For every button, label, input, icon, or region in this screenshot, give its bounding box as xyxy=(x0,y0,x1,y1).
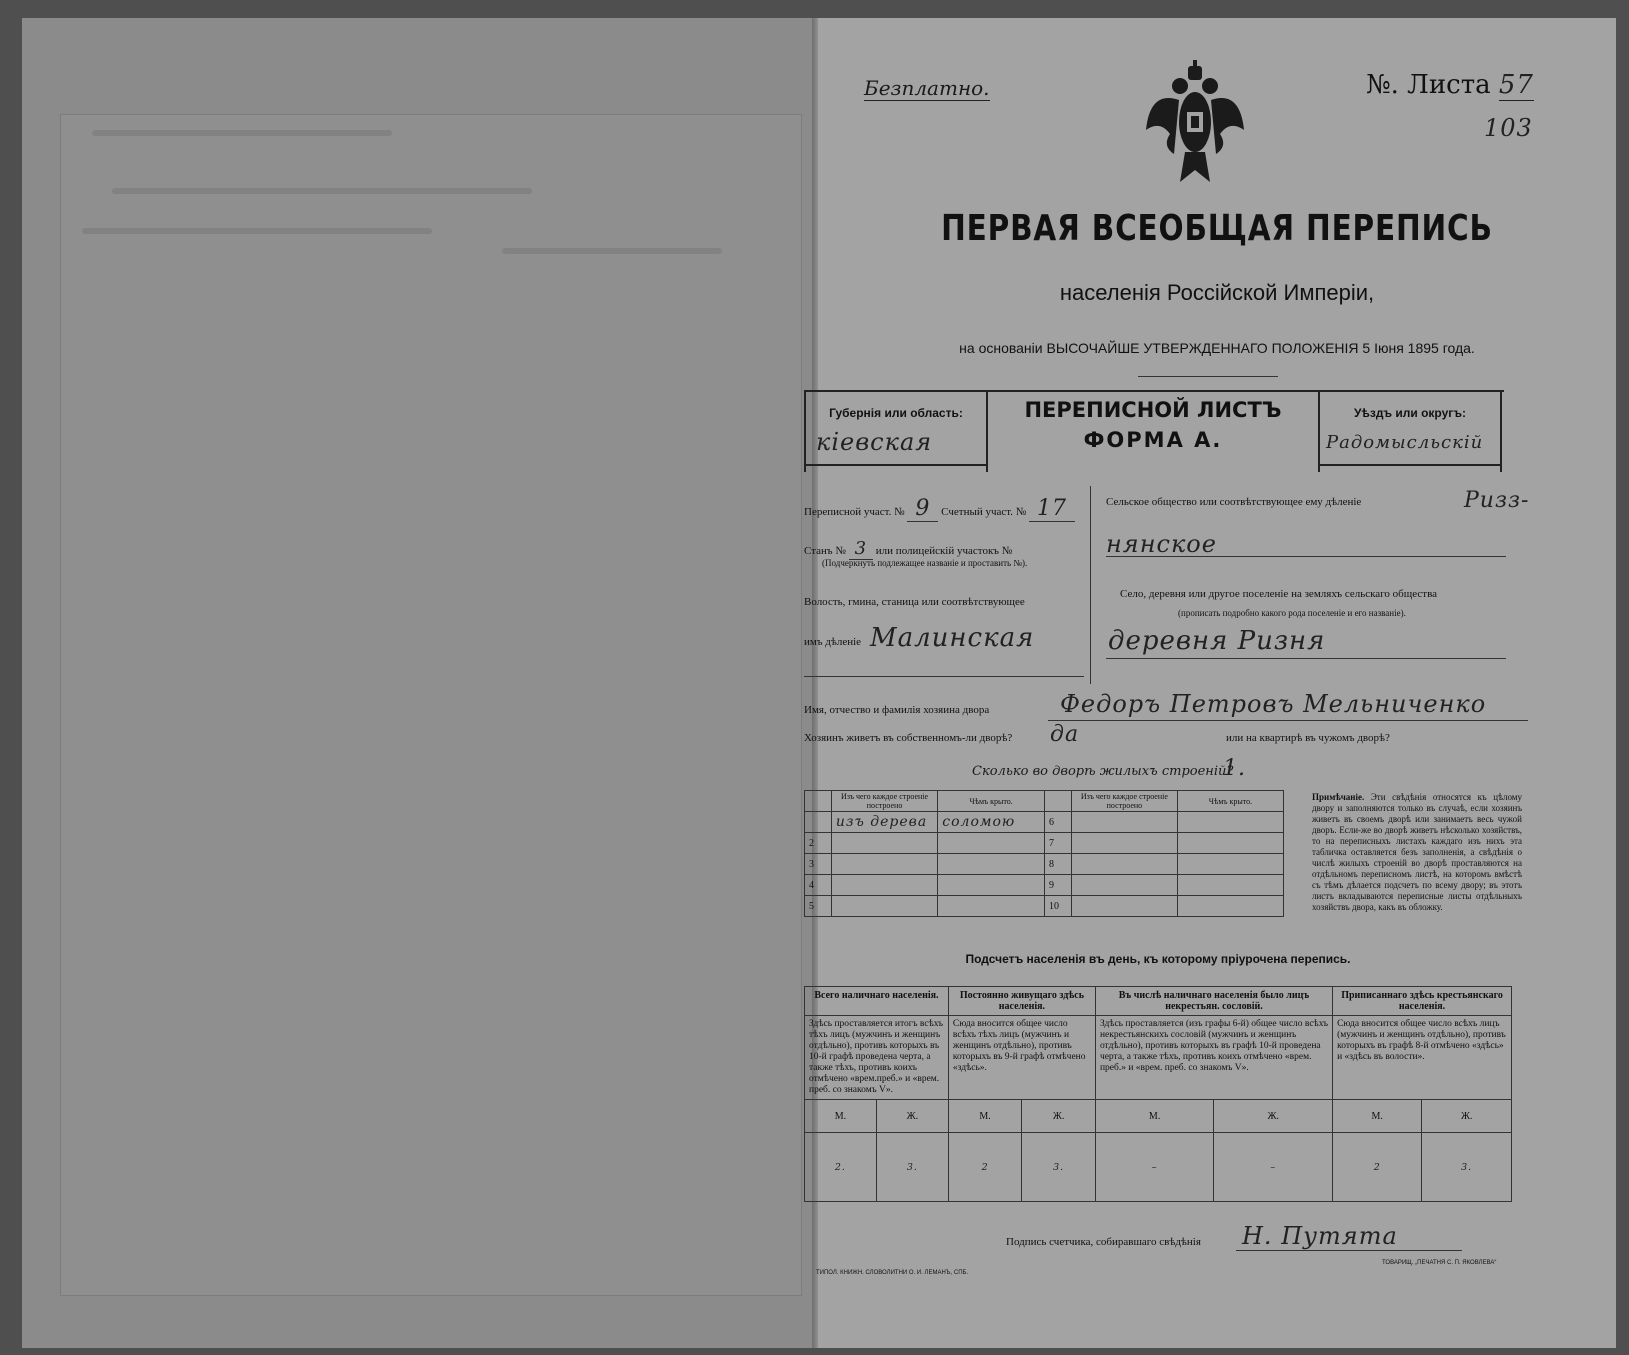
imprint-left: ТИПОЛ. КНИЖН. СЛОВОЛИТНИ О. И. ЛЕМАНЪ, СПБ. xyxy=(816,1270,969,1276)
selo-note: (прописать подробно какого рода поселеніе и его названіе). xyxy=(1178,608,1406,618)
uchast-value: 9 xyxy=(907,496,938,522)
rent-label: или на квартирѣ въ чужомъ дворѣ? xyxy=(1226,732,1390,744)
stan-row xyxy=(804,538,1012,559)
gubernia-label: Губернія или область: xyxy=(829,406,963,420)
gubernia-cell xyxy=(804,392,988,472)
selo-value: деревня Ризня xyxy=(1108,626,1326,656)
row-num: 7 xyxy=(1044,833,1071,854)
female-header: Ж. xyxy=(876,1100,948,1133)
row-num: 4 xyxy=(805,875,832,896)
table-row xyxy=(805,896,1284,917)
left-page xyxy=(22,18,817,1348)
buildings-value: 1. xyxy=(1223,756,1246,781)
imprint-right: ТОВАРИЩ. „ПЕЧАТНЯ С. П. ЯКОВЛЕВА“ xyxy=(1382,1260,1497,1266)
male-header: М. xyxy=(805,1100,877,1133)
buildings-note xyxy=(1312,792,1522,913)
row-num: 2 xyxy=(805,833,832,854)
count-col-title: Приписаннаго здѣсь крестьянскаго населенія. xyxy=(1333,987,1512,1016)
list-title: ПЕРЕПИСНОЙ ЛИСТЪ xyxy=(1024,398,1282,422)
free-label: Безплатно. xyxy=(864,76,990,100)
volost-label-2: имъ дѣленіе xyxy=(804,636,862,648)
note-text: Эти свѣдѣнія относятся къ цѣлому двору и заполняются только въ случаѣ, если хозяинъ живетъ въ своемъ дворѣ или занимаетъ весь чужой дворъ. Если-же во дворѣ живетъ нѣсколько хозяйствъ, то на переписныхъ листахъ каждаго изъ нихъ эта табличка оставляется безъ заполненія, а свѣдѣнія о числѣ жилыхъ строеній во дворѣ проставляются на отдѣльномъ переписномъ листѣ, на которомъ вмѣстѣ съ тѣмъ дѣлается подсчетъ по всему двору; въ этотъ листъ вкладываются переписные листы отдѣльныхъ хозяйствъ двора, какъ въ обложку. xyxy=(1312,792,1523,912)
own-yard-label: Хозяинъ живетъ въ собственномъ-ли дворѣ? xyxy=(804,732,1013,744)
sheet-label-text: №. Листа xyxy=(1366,70,1491,100)
obshchestvo-value-2: нянское xyxy=(1106,530,1217,558)
count-value: 3. xyxy=(1422,1133,1512,1202)
uezd-underline xyxy=(1320,464,1500,466)
female-header: Ж. xyxy=(1214,1100,1333,1133)
count-value: 2 xyxy=(948,1133,1021,1202)
form-title: ФОРМА А. xyxy=(1083,428,1223,452)
table-row xyxy=(805,833,1284,854)
uchast-row xyxy=(804,496,1075,521)
row-roof: соломою xyxy=(938,812,1045,833)
uezd-cell xyxy=(1318,392,1502,472)
owner-label: Имя, отчество и фамилія хозяина двора xyxy=(804,704,990,716)
count-col-desc: Сюда вносится общее число всѣхъ тѣхъ лицъ (мужчинъ и женщинъ отдѣльно), противъ которыхъ въ 9-й графѣ отмѣчено «здѣсь». xyxy=(948,1016,1095,1100)
male-header: М. xyxy=(1095,1100,1213,1133)
form-header-box xyxy=(804,390,1504,474)
count-col-title: Въ числѣ наличнаго населенія было лицъ некрестьян. сословій. xyxy=(1095,987,1332,1016)
legal-basis: на основаніи ВЫСОЧАЙШЕ УТВЕРЖДЕННАГО ПОЛОЖЕНІЯ 5 Іюня 1895 года. xyxy=(959,340,1475,356)
own-yard-value: да xyxy=(1050,722,1080,747)
buildings-table xyxy=(804,790,1284,917)
signature-underline xyxy=(1236,1250,1462,1251)
count-col-title: Всего наличнаго населенія. xyxy=(805,987,949,1016)
row-num: 9 xyxy=(1044,875,1071,896)
owner-value: Федоръ Петровъ Мельниченко xyxy=(1060,690,1487,718)
gubernia-value: кіевская xyxy=(816,428,933,456)
table-row xyxy=(805,854,1284,875)
female-header: Ж. xyxy=(1422,1100,1512,1133)
num-header xyxy=(805,791,832,812)
bleed-mark xyxy=(112,188,532,194)
row-num: 10 xyxy=(1044,896,1071,917)
imperial-eagle-icon xyxy=(1140,60,1250,190)
police-label: или полицейскій участокъ № xyxy=(875,545,1013,557)
bleed-mark xyxy=(92,130,392,136)
count-value: 3. xyxy=(1022,1133,1096,1202)
sheet-number-value: 57 xyxy=(1498,70,1534,100)
row-num: 3 xyxy=(805,854,832,875)
selo-underline xyxy=(1106,658,1506,659)
male-header: М. xyxy=(948,1100,1021,1133)
buildings-label: Сколько во дворѣ жилыхъ строеній? xyxy=(972,764,1234,779)
count-value: 2. xyxy=(805,1133,877,1202)
count-value: 2 xyxy=(1333,1133,1422,1202)
note-title: Примѣчаніе. xyxy=(1312,792,1365,802)
row-num xyxy=(805,812,832,833)
bleed-mark xyxy=(502,248,722,254)
count-col-desc: Сюда вносится общее число всѣхъ лицъ (мужчинъ и женщинъ отдѣльно), противъ которыхъ въ графѣ 8-й отмѣчено «здѣсь» и «здѣсь въ волости». xyxy=(1333,1016,1512,1100)
schet-label: Счетный участ. № xyxy=(941,506,1027,518)
obshchestvo-value-1: Ризз- xyxy=(1464,488,1530,513)
uezd-value: Радомысльскій xyxy=(1326,432,1484,453)
roof-header: Чѣмъ крыто. xyxy=(938,791,1045,812)
table-row xyxy=(805,812,1284,833)
count-col-desc: Здѣсь проставляется (изъ графы 6-й) общее число всѣхъ некрестьянскихъ сословій (мужчинъ и женщинъ отдѣльно), противъ которыхъ въ графѣ 10-й проведена черта, а также тѣхъ, противъ коихъ отмѣчено «врем. преб.» и «врем. преб. со знакомъ V». xyxy=(1095,1016,1332,1100)
bleed-through-area xyxy=(60,114,802,1296)
material-header-2: Изъ чего каждое строеніе построено xyxy=(1071,791,1177,812)
stan-value: 3 xyxy=(849,538,873,560)
ornament-divider xyxy=(1138,376,1278,377)
bleed-mark xyxy=(82,228,432,234)
signature-value: Н. Путята xyxy=(1242,1222,1398,1250)
count-value: – xyxy=(1214,1133,1333,1202)
owner-underline xyxy=(1048,720,1528,721)
underline-note: (Подчеркнуть подлежащее названіе и проставить №). xyxy=(822,558,1028,568)
count-heading: Подсчетъ населенія въ день, къ которому пріурочена перепись. xyxy=(965,952,1351,966)
selo-label: Село, деревня или другое поселеніе на земляхъ сельскаго общества xyxy=(1120,588,1438,600)
sheet-number-label xyxy=(1366,70,1534,100)
row-num: 5 xyxy=(805,896,832,917)
volost-underline xyxy=(804,676,1084,677)
material-header: Изъ чего каждое строеніе построено xyxy=(831,791,937,812)
subtitle: населенія Россійской Имперіи, xyxy=(1059,280,1375,305)
stan-label: Станъ № xyxy=(804,545,846,557)
volost-label: Волость, гмина, станица или соотвѣтствующее xyxy=(804,596,1025,608)
row-num: 8 xyxy=(1044,854,1071,875)
count-col-title: Постоянно живущаго здѣсь населенія. xyxy=(948,987,1095,1016)
fields-divider xyxy=(1090,486,1091,684)
obshchestvo-label: Сельское общество или соотвѣтствующее ему дѣленіе xyxy=(1106,496,1362,508)
uchast-label: Переписной участ. № xyxy=(804,506,905,518)
census-sheet xyxy=(804,18,1616,1348)
count-value: 3. xyxy=(876,1133,948,1202)
row-num: 6 xyxy=(1044,812,1071,833)
main-title: ПЕРВАЯ ВСЕОБЩАЯ ПЕРЕПИСЬ xyxy=(941,208,1493,249)
count-value: – xyxy=(1095,1133,1213,1202)
male-header: М. xyxy=(1333,1100,1422,1133)
count-table xyxy=(804,986,1512,1202)
num-header-2 xyxy=(1044,791,1071,812)
gubernia-underline xyxy=(806,464,986,466)
roof-header-2: Чѣмъ крыто. xyxy=(1177,791,1283,812)
volost-value: Малинская xyxy=(870,623,1035,653)
obshchestvo-underline xyxy=(1106,556,1506,557)
signature-label: Подпись счетчика, собиравшаго свѣдѣнія xyxy=(1006,1236,1201,1248)
schet-value: 17 xyxy=(1029,496,1075,522)
table-row xyxy=(805,875,1284,896)
uezd-label: Уѣздъ или округъ: xyxy=(1353,406,1467,420)
female-header: Ж. xyxy=(1022,1100,1096,1133)
sheet-number-secondary: 103 xyxy=(1484,114,1533,142)
row-material: изъ дерева xyxy=(831,812,937,833)
count-col-desc: Здѣсь проставляется итогъ всѣхъ тѣхъ лицъ (мужчинъ и женщинъ отдѣльно), противъ которыхъ въ 10-й графѣ проведена черта, а также тѣхъ, противъ коихъ отмѣчено «врем.преб.» и «врем. преб. со знакомъ V». xyxy=(805,1016,949,1100)
